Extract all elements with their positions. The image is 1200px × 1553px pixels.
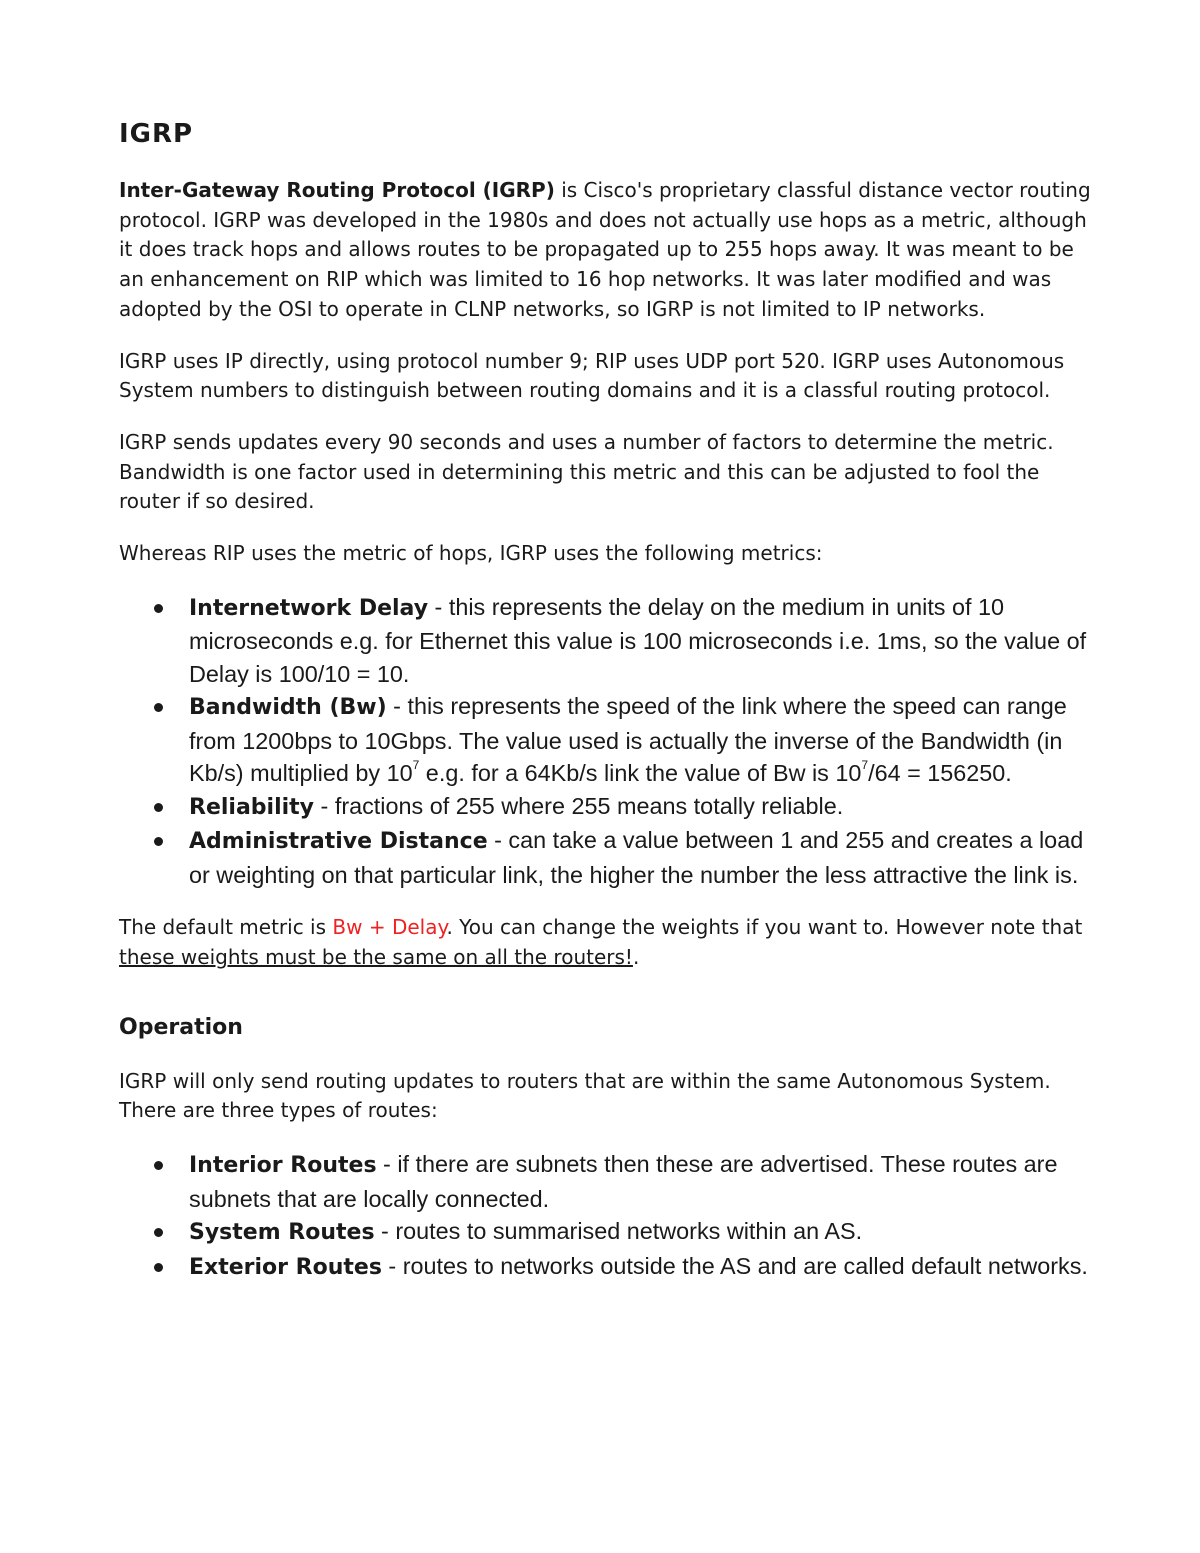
weights-note: these weights must be the same on all the routers! <box>119 944 633 969</box>
metric-description-end: /64 = 156250. <box>868 760 1012 787</box>
route-term: Interior Routes <box>189 1153 377 1179</box>
metric-term: Reliability <box>189 794 315 820</box>
list-item <box>119 1215 1094 1250</box>
exponent: 7 <box>412 758 420 773</box>
document-page <box>119 112 1094 1306</box>
route-description: - if there are subnets then these are advertised. These routes are subnets that are locally connected. <box>189 1151 1058 1212</box>
list-item <box>119 790 1094 825</box>
bullet-icon <box>154 837 163 846</box>
metrics-intro-paragraph: Whereas RIP uses the metric of hops, IGRP uses the following metrics: <box>119 541 823 566</box>
metric-description: - this represents the delay on the medium in units of 10 microseconds e.g. for Ethernet this value is 100 microseconds i.e. 1ms, so the value of Delay is 100/10 = 10. <box>189 593 1087 687</box>
metric-description: - can take a value between 1 and 255 and creates a load or weighting on that particular link, the higher the number the less attractive the link is. <box>189 827 1084 888</box>
updates-paragraph: IGRP sends updates every 90 seconds and uses a number of factors to determine the metric. Bandwidth is one factor used in determining this metric and this can be adjusted to fool the router if so desired. <box>119 429 1054 514</box>
default-metric-mid: . You can change the weights if you want to. However note that <box>446 915 1083 940</box>
default-metric-highlight: Bw + Delay <box>332 915 447 940</box>
protocol-paragraph: IGRP uses IP directly, using protocol number 9; RIP uses UDP port 520. IGRP uses Autonomous System numbers to distinguish between routing domains and it is a classful routing protocol. <box>119 348 1065 403</box>
bullet-icon <box>154 703 163 712</box>
page-title: IGRP <box>119 119 194 149</box>
metric-term: Internetwork Delay <box>189 595 429 621</box>
list-item <box>119 690 1094 790</box>
bullet-icon <box>154 803 163 812</box>
routes-list <box>119 1148 1094 1284</box>
list-item <box>119 1250 1094 1285</box>
route-description: - routes to networks outside the AS and are called default networks. <box>381 1252 1088 1279</box>
bullet-icon <box>154 1263 163 1272</box>
bullet-icon <box>154 604 163 613</box>
list-item <box>119 1148 1094 1215</box>
metric-term: Administrative Distance <box>189 829 488 855</box>
metric-description: - fractions of 255 where 255 means totally reliable. <box>314 792 844 819</box>
metric-description: - this represents the speed of the link where the speed can range from 1200bps to 10Gbps. The value used is actually the inverse of the Bandwidth (in Kb/s) multiplied by 10 <box>189 693 1067 787</box>
route-term: System Routes <box>189 1220 375 1246</box>
intro-text: is Cisco's proprietary classful distance vector routing protocol. IGRP was developed in the 1980s and does not actually use hops as a metric, although it does track hops and allows routes to be propagated up to 255 hops away. It was meant to be an enhancement on RIP which was limited to 16 hop networks. It was later modified and was adopted by the OSI to operate in CLNP networks, so IGRP is not limited to IP networks. <box>119 178 1091 321</box>
metric-term: Bandwidth (Bw) <box>189 695 387 721</box>
metrics-list <box>119 591 1094 892</box>
default-metric-text: The default metric is <box>119 915 333 940</box>
route-description: - routes to summarised networks within an AS. <box>374 1218 863 1245</box>
intro-paragraph <box>119 176 1094 325</box>
list-item <box>119 824 1094 891</box>
bullet-icon <box>154 1228 163 1237</box>
metric-description-cont: e.g. for a 64Kb/s link the value of Bw is 10 <box>419 760 862 787</box>
intro-term: Inter-Gateway Routing Protocol (IGRP) <box>119 178 555 202</box>
operation-heading: Operation <box>119 1014 243 1040</box>
default-metric-post: . <box>632 944 640 969</box>
operation-paragraph: IGRP will only send routing updates to routers that are within the same Autonomous System. There are three types of routes: <box>119 1068 1051 1123</box>
default-metric-paragraph <box>119 913 1094 972</box>
list-item <box>119 591 1094 691</box>
exponent: 7 <box>861 758 869 773</box>
bullet-icon <box>154 1161 163 1170</box>
route-term: Exterior Routes <box>189 1254 382 1280</box>
